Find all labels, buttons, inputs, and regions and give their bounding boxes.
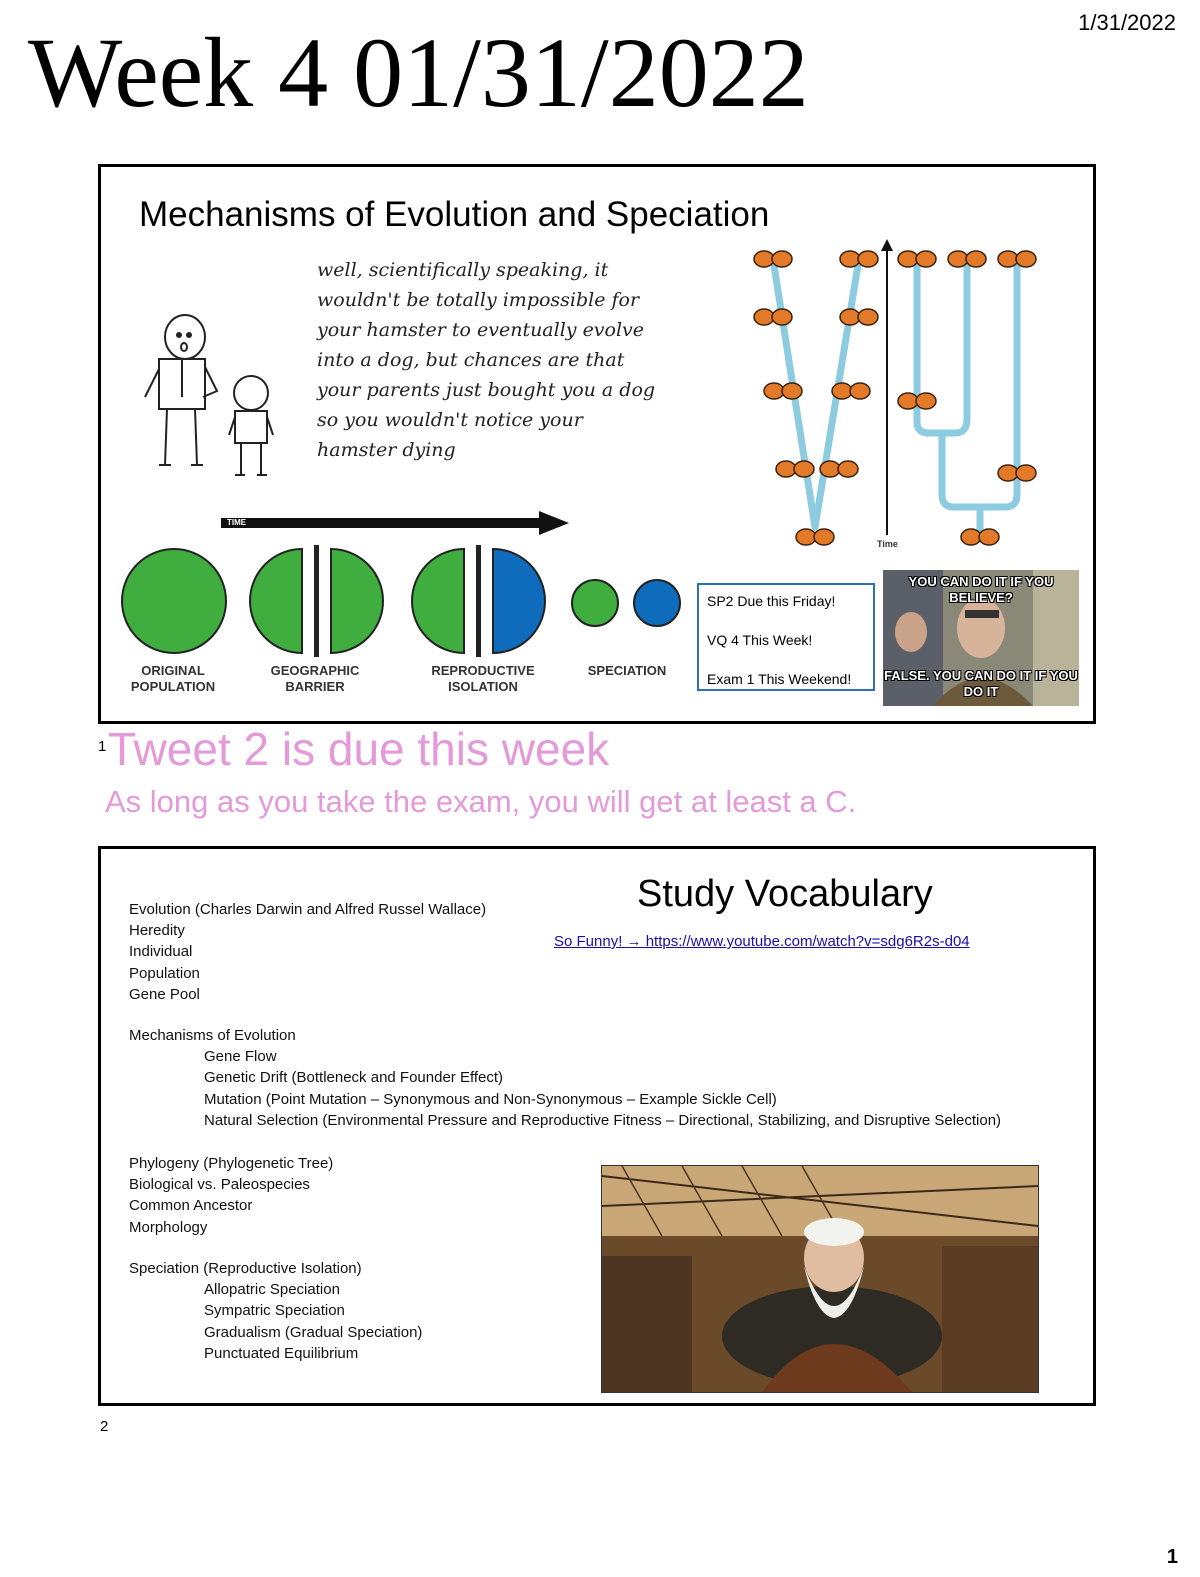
vocab-item: Common Ancestor <box>129 1197 253 1215</box>
youtube-link[interactable]: So Funny! → https://www.youtube.com/watch?v=sdg6R2s-d04 <box>554 933 970 950</box>
vocab-item: Phylogeny (Phylogenetic Tree) <box>129 1155 334 1172</box>
comic-caption: well, scientifically speaking, it wouldn't be totally impossible for your hamster to eventually evolve into a dog, but chances are that your parents just bought you a dog so you wouldn't notice your hamster dying <box>317 259 656 461</box>
vocab-item: Allopatric Speciation <box>204 1281 340 1299</box>
vocab-item: Mutation (Point Mutation – Synonymous and Non-Synonymous – Example Sickle Cell) <box>204 1090 777 1108</box>
butterfly-icon <box>840 309 878 325</box>
butterfly-icon <box>764 383 802 399</box>
page-title: Week 4 01/31/2022 <box>28 17 809 128</box>
vocab-item: Gene Pool <box>129 985 200 1003</box>
vocab-item: Gradualism (Gradual Speciation) <box>204 1323 423 1341</box>
isolation-right-half <box>493 549 545 653</box>
vocab-group-basics <box>129 899 486 1005</box>
species-b-circle <box>634 580 680 626</box>
vocab-item: Biological vs. Paleospecies <box>129 1176 310 1194</box>
vocab-item: Morphology <box>129 1218 208 1236</box>
reminder-item: VQ 4 This Week! <box>707 632 813 648</box>
stage-label-speciation: SPECIATION <box>587 663 667 678</box>
vocab-group-mechanisms <box>129 1025 1001 1131</box>
vocab-item: Punctuated Equilibrium <box>204 1344 359 1362</box>
reminder-item: SP2 Due this Friday! <box>707 593 836 609</box>
note-tweet: Tweet 2 is due this week <box>108 723 610 775</box>
reminders-box <box>697 583 875 691</box>
note-exam: As long as you take the exam, you will get at least a C. <box>105 784 857 819</box>
reminder-item: Exam 1 This Weekend! <box>707 671 852 687</box>
vocab-heading: Mechanisms of Evolution <box>129 1027 296 1044</box>
butterfly-icon <box>796 529 834 545</box>
speciation-diagram <box>119 545 709 657</box>
vocab-item: Natural Selection (Environmental Pressure and Reproductive Fitness – Directional, Stabilizing, and Disruptive Selection) <box>204 1111 1002 1129</box>
isolation-left-half <box>412 549 464 653</box>
isolation-barrier-line <box>476 545 481 657</box>
stage-label-isolation: REPRODUCTIVE ISOLATION <box>431 663 535 694</box>
slide-2 <box>98 846 1096 1406</box>
vocab-item: Individual <box>129 943 193 961</box>
vocab-item: Sympatric Speciation <box>204 1302 345 1320</box>
vocab-item: Population <box>129 964 200 982</box>
barrier-left-half <box>250 549 302 653</box>
time-arrow <box>221 509 571 539</box>
butterfly-icon <box>776 461 814 477</box>
vocab-group-speciation <box>129 1258 422 1364</box>
barrier-right-half <box>331 549 383 653</box>
butterfly-icon <box>820 461 858 477</box>
butterfly-icon <box>754 309 792 325</box>
species-a-circle <box>572 580 618 626</box>
butterfly-icon <box>832 383 870 399</box>
meme-top-text: YOU CAN DO IT IF YOU BELIEVE? <box>908 574 1054 605</box>
stick-figures-illustration <box>137 307 277 487</box>
slide-number: 2 <box>100 1418 109 1435</box>
tree-time-label: Time <box>877 539 898 549</box>
vocab-group-phylogeny <box>129 1153 333 1238</box>
vocab-heading: Speciation (Reproductive Isolation) <box>129 1260 362 1277</box>
dwight-meme-image <box>883 570 1079 706</box>
vocab-item: Gene Flow <box>204 1048 277 1066</box>
darwin-ship-photo <box>601 1165 1039 1393</box>
header-date: 1/31/2022 <box>1078 10 1176 35</box>
time-arrow-label: TIME <box>227 518 247 527</box>
slide-number: 1 <box>98 738 107 755</box>
meme-bottom-text: FALSE. YOU CAN DO IT IF YOU DO IT <box>884 668 1078 699</box>
slide-1 <box>98 164 1096 724</box>
original-population-circle <box>122 549 226 653</box>
slide-2-title: Study Vocabulary <box>637 873 933 915</box>
vocab-item: Genetic Drift (Bottleneck and Founder Effect) <box>204 1069 504 1087</box>
slide-1-title: Mechanisms of Evolution and Speciation <box>139 195 770 234</box>
tree-branch <box>942 259 967 433</box>
stage-label-barrier: GEOGRAPHIC BARRIER <box>270 663 360 694</box>
tree-branch <box>942 433 980 507</box>
butterfly-phylogeny-diagram <box>737 237 1057 557</box>
geographic-barrier-line <box>314 545 319 657</box>
stage-label-original: ORIGINAL POPULATION <box>130 663 216 694</box>
page-number: 1 <box>1166 1546 1178 1568</box>
vocab-item: Evolution (Charles Darwin and Alfred Russel Wallace) <box>129 901 487 918</box>
vocab-item: Heredity <box>129 922 185 940</box>
